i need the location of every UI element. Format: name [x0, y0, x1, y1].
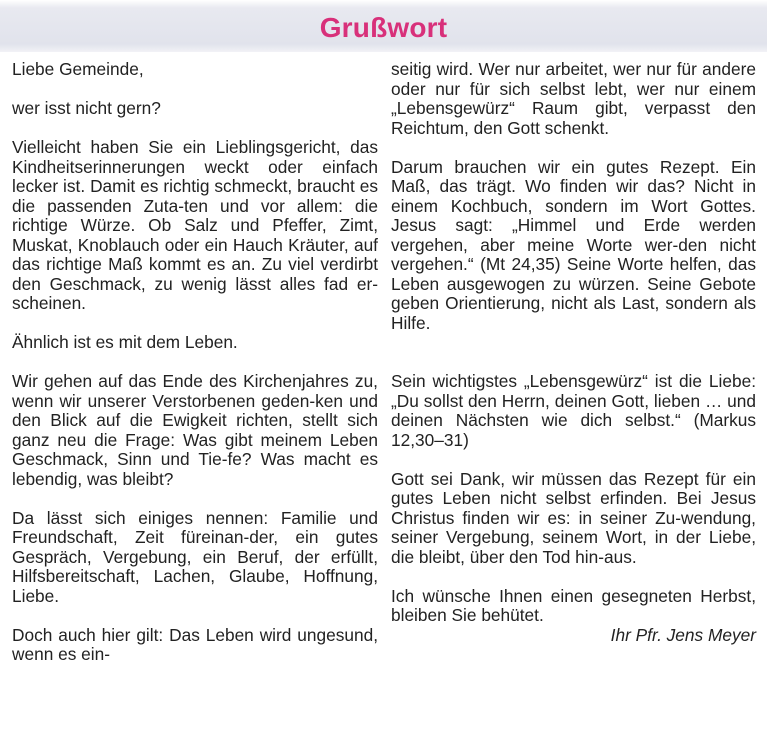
paragraph: Darum brauchen wir ein gutes Rezept. Ein Maß, das trägt. Wo finden wir das? Nicht in einem Kochbuch, sondern im Wort Gottes. Jesus sagt: „Himmel und Erde werden vergehen, aber meine Worte wer-den nicht vergehen.“ (Mt 24,35) Seine Worte helfen, das Leben ausgewogen zu würzen. Seine Gebote geben Orientierung, nicht als Last, sondern als Hilfe. — [391, 156, 756, 333]
paragraph: Sein wichtigstes „Lebensgewürz“ ist die Liebe: „Du sollst den Herrn, deinen Gott, lieben … und deinen Nächsten wie dich selbst.“ (Markus 12,30–31) — [391, 371, 756, 450]
paragraph: Vielleicht haben Sie ein Lieblingsgericht, das Kindheitserinnerungen weckt oder einfach lecker ist. Damit es richtig schmeckt, braucht es die passenden Zuta-ten und vor allem: die richtige Würze. Ob Salz und Pfeffer, Zimt, Muskat, Knoblauch oder ein Hauch Kräuter, auf das richtige Maß kommt es an. Zu viel verdirbt den Geschmack, zu wenig lässt alles fad er-scheinen. — [12, 137, 378, 313]
page-title: Grußwort — [319, 12, 448, 43]
right-column — [391, 60, 756, 645]
paragraph: wer isst nicht gern? — [12, 98, 161, 118]
paragraph: seitig wird. Wer nur arbeitet, wer nur für andere oder nur für sich selbst lebt, wer nur einem „Lebensgewürz“ Raum gibt, verpasst den Reichtum, den Gott schenkt. — [391, 59, 756, 138]
paragraph: Gott sei Dank, wir müssen das Rezept für ein gutes Leben nicht selbst erfinden. Bei Jesus Christus finden wir es: in seiner Zu-wendung, seiner Vergebung, seinem Wort, in der Liebe, die bleibt, über den Tod hin-aus. — [391, 468, 756, 567]
left-column — [12, 60, 378, 665]
signature: Ihr Pfr. Jens Meyer — [610, 624, 756, 645]
salutation: Liebe Gemeinde, — [12, 59, 144, 79]
paragraph: Ähnlich ist es mit dem Leben. — [12, 332, 238, 352]
paragraph: Ich wünsche Ihnen einen gesegneten Herbst, bleiben Sie behütet. — [391, 585, 756, 625]
paragraph: Doch auch hier gilt: Das Leben wird ungesund, wenn es ein- — [12, 624, 378, 664]
paragraph: Wir gehen auf das Ende des Kirchenjahres zu, wenn wir unserer Verstorbenen geden-ken und den Blick auf die Ewigkeit richten, stellt sich ganz neu die Frage: Was gibt meinem Leben Geschmack, Sinn und Tie-fe? Was macht es lebendig, was bleibt? — [12, 371, 378, 489]
paragraph: Da lässt sich einiges nennen: Familie und Freundschaft, Zeit füreinan-der, ein gutes Gespräch, Vergebung, ein Beruf, der erfüllt, Hilfsbereitschaft, Lachen, Glaube, Hoffnung, Liebe. — [12, 507, 378, 606]
